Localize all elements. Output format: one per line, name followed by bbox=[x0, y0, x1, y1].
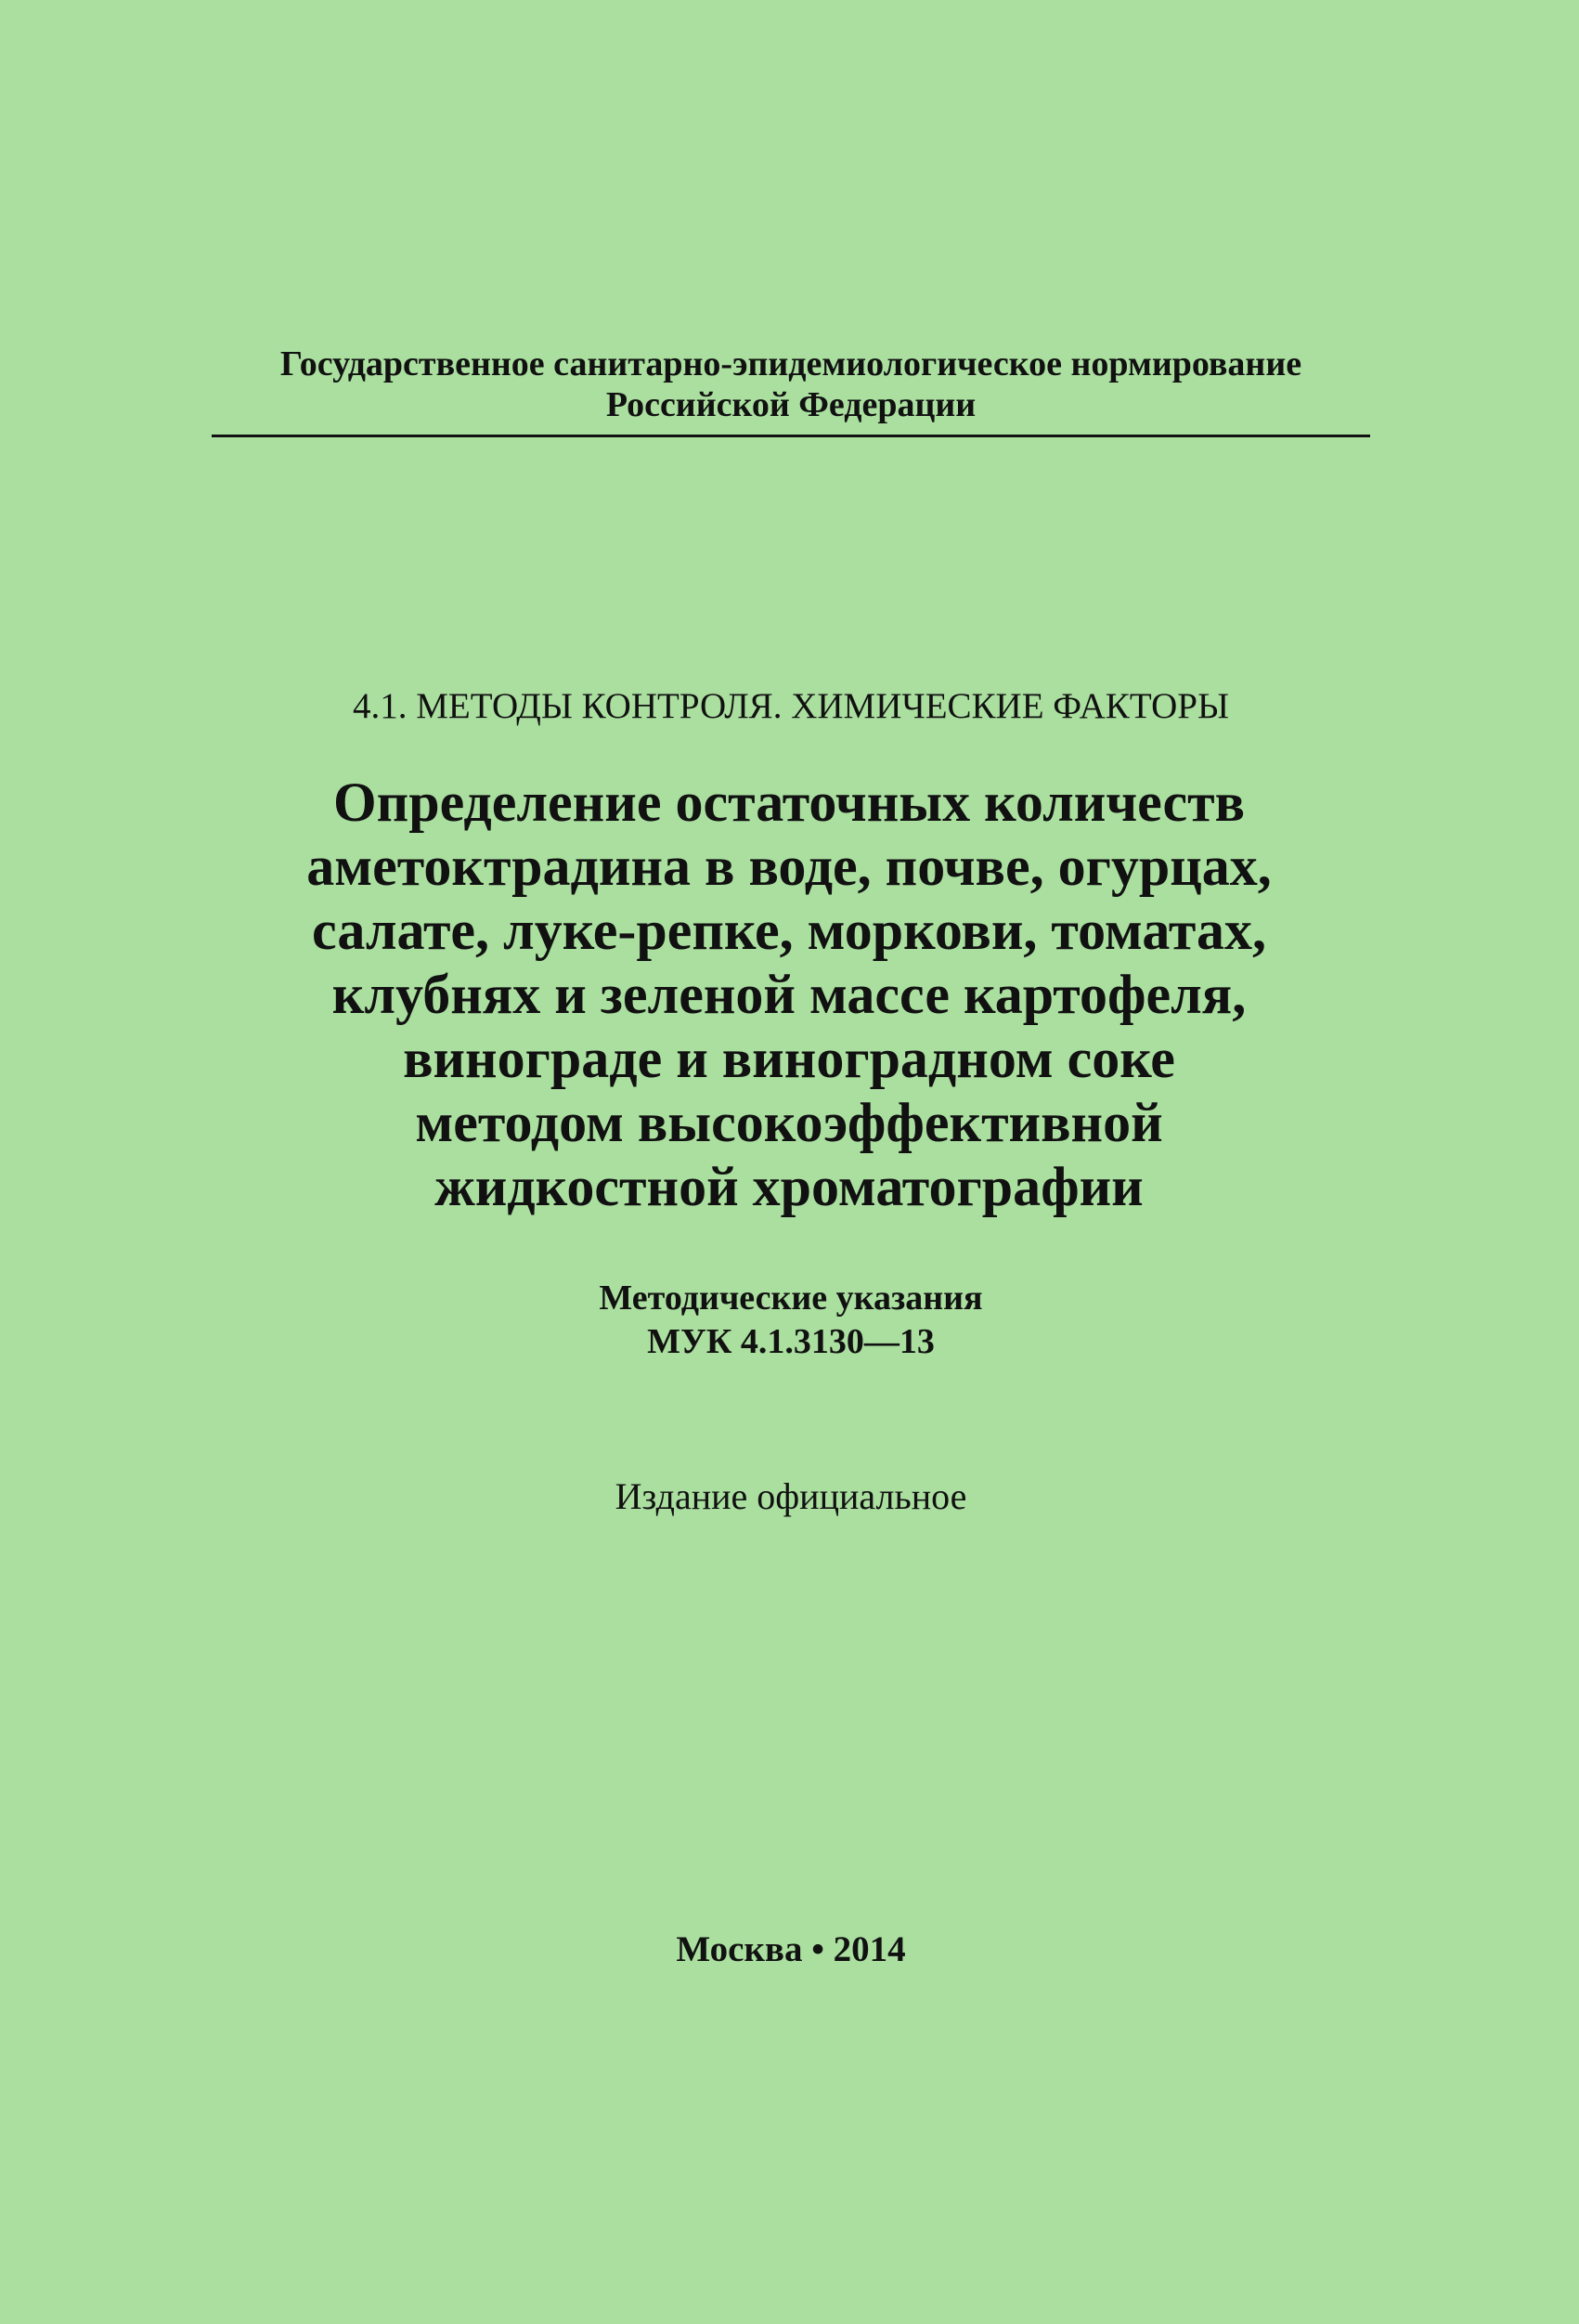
document-type bbox=[212, 1277, 1370, 1364]
issuer-header-line-1: Государственное санитарно-эпидемиологическое нормирование bbox=[279, 344, 1302, 383]
title-line: винограде и виноградном соке bbox=[403, 1028, 1175, 1089]
title-line: методом высокоэффективной bbox=[415, 1092, 1163, 1153]
publication-imprint: Москва • 2014 bbox=[676, 1929, 906, 1969]
title-line: Определение остаточных количеств bbox=[332, 772, 1246, 833]
title-line: жидкостной хроматографии bbox=[434, 1156, 1144, 1217]
document-code: МУК 4.1.3130—13 bbox=[647, 1322, 935, 1361]
title-line: клубнях и зеленой массе картофеля, bbox=[331, 964, 1247, 1025]
document-type-label: Методические указания bbox=[599, 1279, 983, 1318]
document-title bbox=[186, 771, 1392, 1219]
issuer-header-line-2: Российской Федерации bbox=[605, 385, 977, 424]
title-line: салате, луке-репке, моркови, томатах, bbox=[311, 900, 1267, 961]
header-divider bbox=[212, 435, 1370, 437]
series-title: 4.1. МЕТОДЫ КОНТРОЛЯ. ХИМИЧЕСКИЕ ФАКТОРЫ bbox=[353, 686, 1229, 726]
title-line: аметоктрадина в воде, почве, огурцах, bbox=[306, 836, 1272, 897]
issuer-header bbox=[212, 344, 1370, 425]
edition-label: Издание официальное bbox=[615, 1475, 967, 1517]
